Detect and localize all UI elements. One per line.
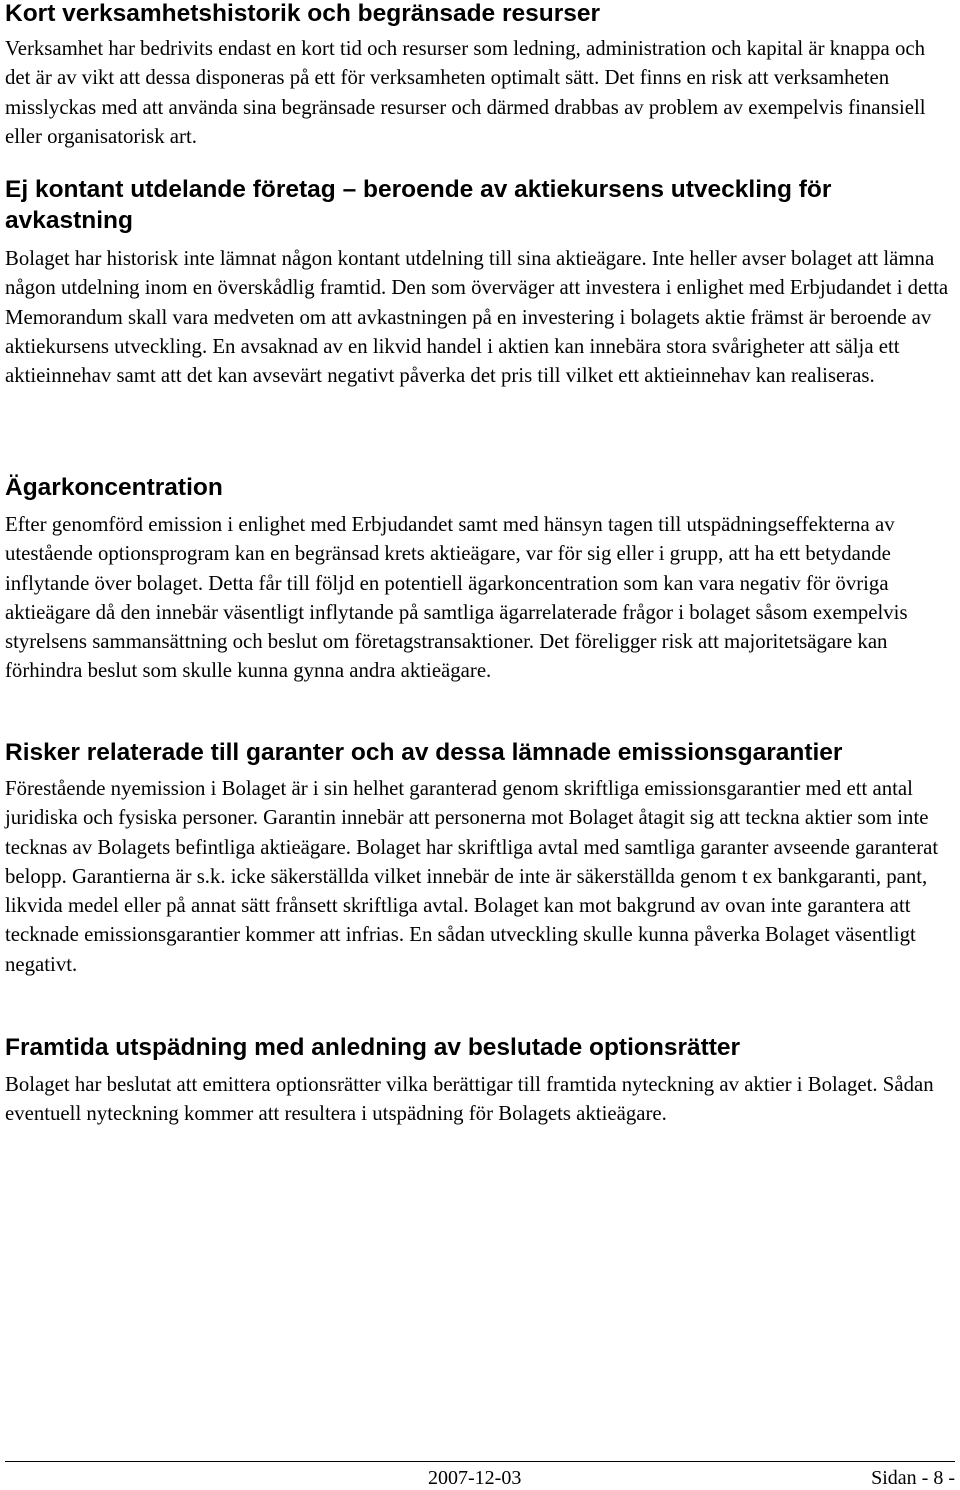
page-footer xyxy=(5,1466,955,1490)
section-ownership-concentration xyxy=(5,472,955,686)
section-future-dilution xyxy=(5,1032,955,1129)
section-heading: Framtida utspädning med anledning av beslutade optionsrätter xyxy=(5,1034,741,1061)
footer-page-number: Sidan - 8 - xyxy=(871,1467,955,1489)
footer-divider xyxy=(5,1461,955,1462)
section-body: Bolaget har beslutat att emittera optionsrätter vilka berättigar till framtida nyteckning av aktier i Bolaget. Sådan eventuell nyteckning kommer att resultera i utspädning för Bolagets aktieägare. xyxy=(5,1073,934,1126)
section-heading: Ägarkoncentration xyxy=(5,474,223,501)
section-heading: Risker relaterade till garanter och av dessa lämnade emissionsgarantier xyxy=(5,739,843,766)
section-short-history xyxy=(5,0,955,151)
section-guarantor-risks xyxy=(5,737,955,979)
section-body: Efter genomförd emission i enlighet med Erbjudandet samt med hänsyn tagen till utspädningseffekterna av utestående optionsprogram kan en begränsad krets aktieägare, var för sig eller i grupp, att ha ett betydande inflytande över bolaget. Detta får till följd en potentiell ägarkoncentration som kan vara negativ för övriga aktieägare då den innebär väsentligt inflytande på samtliga ägarrelaterade frågor i bolaget såsom exempelvis styrelsens sammansättning och beslut om företagstransaktioner. Det föreligger risk att majoritetsägare kan förhindra beslut som skulle kunna gynna andra aktieägare. xyxy=(5,513,908,683)
section-body: Bolaget har historisk inte lämnat någon kontant utdelning till sina aktieägare. Inte heller avser bolaget att lämna någon utdelning inom en överskådlig framtid. Den som överväger att investera i enlighet med Erbjudandet i detta Memorandum skall vara medveten om att avkastningen på en investering i bolagets aktie främst är beroende av aktiekursens utveckling. En avsaknad av en likvid handel i aktien kan innebära stora svårigheter att sälja ett aktieinnehav samt att det kan avsevärt negativt påverka det pris till vilket ett aktieinnehav kan realiseras. xyxy=(5,247,949,388)
section-heading: Kort verksamhetshistorik och begränsade resurser xyxy=(5,0,601,27)
section-body: Förestående nyemission i Bolaget är i sin helhet garanterad genom skriftliga emissionsgarantier med ett antal juridiska och fysiska personer. Garantin innebär att personerna mot Bolaget åtagit sig att teckna aktier som inte tecknas av Bolagets befintliga aktieägare. Bolaget har skriftliga avtal med samtliga garanter avseende garanterat belopp. Garantierna är s.k. icke säkerställda vilket innebär de inte är säkerställda genom t ex bankgaranti, pant, likvida medel eller på annat sätt frånsett skriftliga avtal. Bolaget kan mot bakgrund av ovan inte garantera att tecknade emissionsgarantier kommer att infrias. En sådan utveckling skulle kunna påverka Bolaget väsentligt negativt. xyxy=(5,777,939,976)
section-no-cash-dividend xyxy=(5,174,955,390)
section-heading: Ej kontant utdelande företag – beroende av aktiekursens utveckling för avkastning xyxy=(5,176,832,234)
footer-date: 2007-12-03 xyxy=(428,1467,522,1489)
section-body: Verksamhet har bedrivits endast en kort tid och resurser som ledning, administration och kapital är knappa och det är av vikt att dessa disponeras på ett för verksamheten optimalt sätt. Det finns en risk att verksamheten misslyckas med att använda sina begränsade resurser och därmed drabbas av problem av exempelvis finansiell eller organisatorisk art. xyxy=(5,37,926,148)
